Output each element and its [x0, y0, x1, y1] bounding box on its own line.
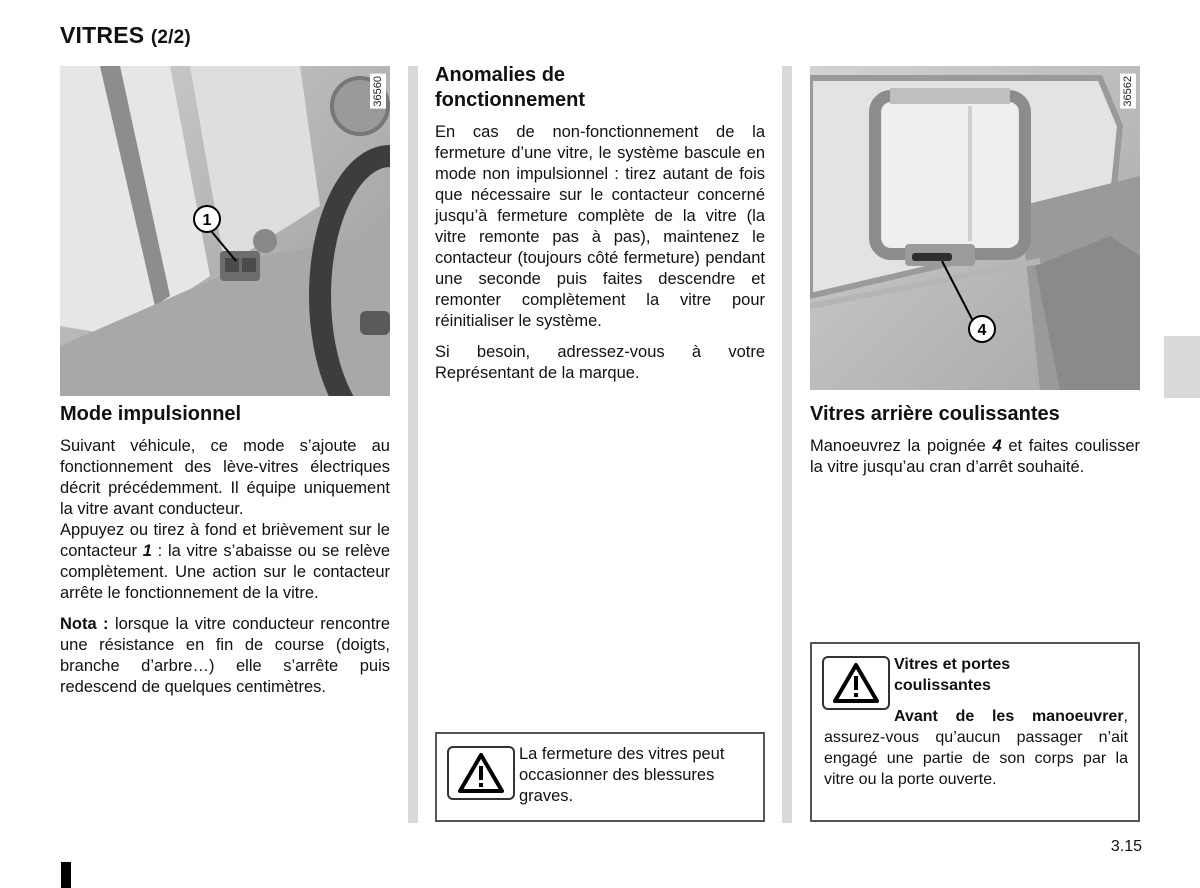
col2-paragraph-1: En cas de non-fonctionnement de la fermeture d’une vitre, le système bascule en mode non impulsionnel : tirez autant de fois que nécessaire sur le contacteur concerné jusqu’à fermeture complète de la vitre (la vitre remonte pas à pas), maintenez le contacteur (toujours côté fermeture) pendant une seconde puis faites descendre et remonter complètement la vitre pour réinitialiser le système. [435, 123, 765, 330]
figure-window-switch [60, 66, 390, 396]
page-title [60, 22, 191, 49]
warning-text: La fermeture des vitres peut occasionner des blessures graves. [519, 745, 725, 805]
title-sub: (2/2) [150, 27, 191, 48]
figure-ref-number: 36562 [1122, 76, 1134, 107]
door-panel-illustration [60, 66, 390, 396]
warning-title: Vitres et portes coulissantes [894, 656, 1011, 694]
col1-nota: Nota : lorsque la vitre conducteur rencontre une résistance en fin de course (doigts, branche d’arbre…) elle s’arrête puis redescend de quelques centimètres. [60, 615, 390, 696]
page-edge-mark [61, 862, 71, 888]
heading-mode-impulsionnel: Mode impulsionnel [60, 403, 242, 425]
column-divider [408, 66, 418, 823]
col2-body [435, 122, 765, 394]
section-tab [1164, 336, 1200, 398]
heading-anomalies: Anomalies de fonctionnement [435, 64, 585, 111]
warning-triangle-icon [447, 746, 515, 800]
column-divider [782, 66, 792, 823]
figure-ref-number: 36560 [372, 76, 384, 107]
warning-box-vitres-portes [810, 642, 1140, 822]
warning-triangle-icon [822, 656, 890, 710]
col1-paragraph-1: Suivant véhicule, ce mode s’ajoute au fonctionnement des lève-vitres électriques décrit précédemment. Il équipe uniquement la vitre avant conducteur. [60, 437, 390, 518]
callout-4: 4 [977, 322, 987, 339]
callout-1: 1 [202, 212, 212, 229]
sliding-window-illustration [810, 66, 1140, 390]
heading-vitres-arriere: Vitres arrière coulissantes [810, 403, 1060, 425]
warning-triangle-icon [832, 662, 880, 704]
title-text: VITRES [60, 22, 145, 48]
col1-body [60, 436, 390, 708]
col1-paragraph-2: Appuyez ou tirez à fond et brièvement sur le contacteur 1 : la vitre s’abaisse ou se relève complètement. Une action sur le contacteur arrête le fonctionnement de la vitre. [60, 521, 390, 602]
warning-body: Avant de les manoeuvrer, assurez-vous qu’aucun passager n’ait engagé une partie de son corps par la vitre ou la porte ouverte. [824, 708, 1128, 788]
col2-paragraph-2: Si besoin, adressez-vous à votre Représentant de la marque. [435, 343, 765, 382]
page-number: 3.15 [1110, 838, 1142, 855]
warning-box-fermeture [435, 732, 765, 822]
col3-paragraph-1: Manoeuvrez la poignée 4 et faites coulisser la vitre jusqu’au cran d’arrêt souhaité. [810, 437, 1140, 476]
col3-body [810, 436, 1140, 488]
warning-triangle-icon [457, 752, 505, 794]
figure-sliding-window [810, 66, 1140, 390]
